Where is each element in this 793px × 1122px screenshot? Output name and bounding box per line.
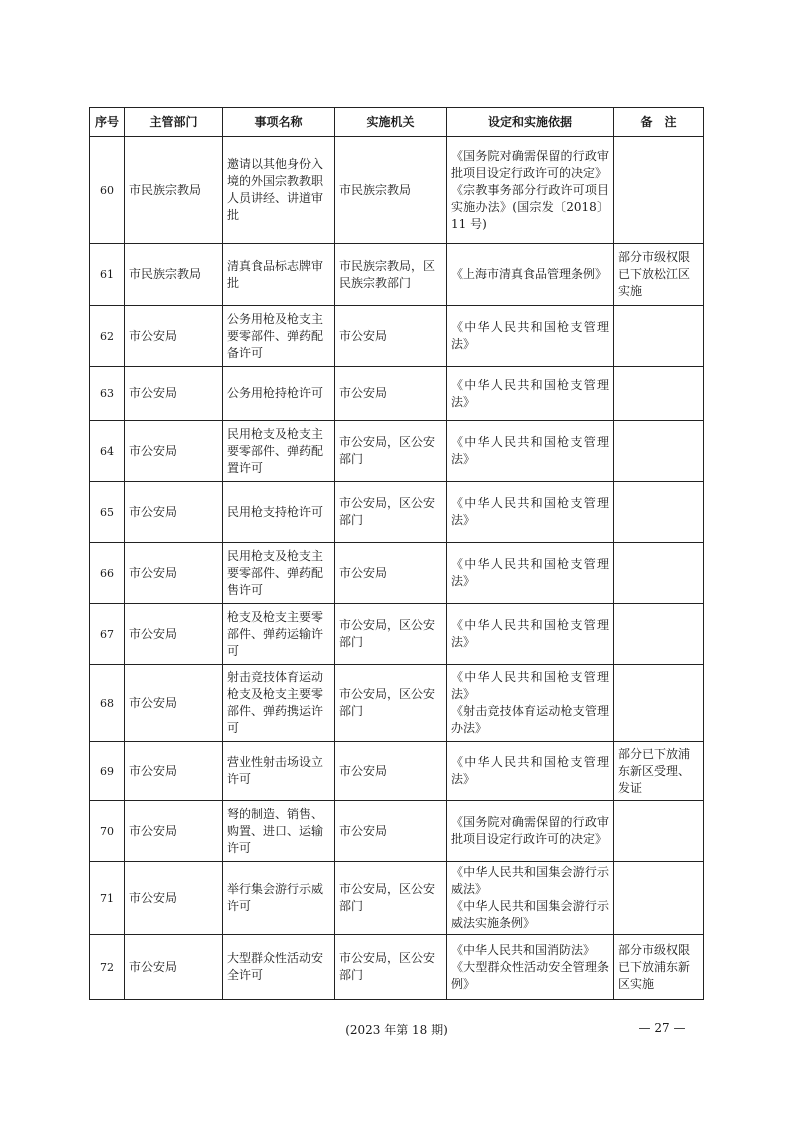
cell-basis: [447, 137, 614, 244]
cell-item: 邀请以其他身份入境的外国宗教教职人员讲经、讲道审批: [223, 137, 335, 244]
cell-note: [614, 421, 704, 482]
cell-note: [614, 482, 704, 543]
cell-item: 弩的制造、销售、购置、进口、运输许可: [223, 801, 335, 862]
cell-dept: 市公安局: [125, 742, 223, 801]
cell-no: 66: [90, 543, 125, 604]
cell-dept: 市公安局: [125, 665, 223, 742]
table-row: [90, 801, 704, 862]
cell-note: [614, 665, 704, 742]
cell-basis: [447, 665, 614, 742]
cell-dept: 市公安局: [125, 367, 223, 421]
cell-org: 市公安局，区公安部门: [335, 862, 447, 935]
cell-note: 部分市级权限已下放浦东新区实施: [614, 935, 704, 1000]
cell-no: 72: [90, 935, 125, 1000]
approval-items-table: [89, 107, 704, 1000]
cell-no: 68: [90, 665, 125, 742]
cell-basis: [447, 306, 614, 367]
cell-basis: [447, 244, 614, 306]
cell-org: 市公安局，区公安部门: [335, 665, 447, 742]
cell-no: 61: [90, 244, 125, 306]
basis-line: 《中华人民共和国枪支管理法》: [451, 755, 609, 786]
cell-org: 市公安局，区公安部门: [335, 935, 447, 1000]
cell-org: 市民族宗教局，区民族宗教部门: [335, 244, 447, 306]
cell-note: [614, 543, 704, 604]
cell-note: [614, 137, 704, 244]
table-row: [90, 482, 704, 543]
cell-dept: 市公安局: [125, 482, 223, 543]
cell-basis: [447, 482, 614, 543]
cell-item: 举行集会游行示威许可: [223, 862, 335, 935]
cell-item: 大型群众性活动安全许可: [223, 935, 335, 1000]
cell-dept: 市民族宗教局: [125, 137, 223, 244]
cell-basis: [447, 801, 614, 862]
header-dept: 主管部门: [125, 108, 223, 137]
table-header: [90, 108, 704, 137]
cell-dept: 市公安局: [125, 862, 223, 935]
basis-line: 《中华人民共和国集会游行示威法》: [451, 865, 609, 896]
basis-line: 《宗教事务部分行政许可项目实施办法》(国宗发〔2018〕11 号): [451, 182, 609, 231]
cell-no: 71: [90, 862, 125, 935]
table-row: [90, 543, 704, 604]
table-row: [90, 137, 704, 244]
cell-basis: [447, 862, 614, 935]
cell-org: 市公安局: [335, 367, 447, 421]
table-row: [90, 244, 704, 306]
cell-note: [614, 367, 704, 421]
cell-note: 部分已下放浦东新区受理、发证: [614, 742, 704, 801]
cell-org: 市公安局: [335, 742, 447, 801]
cell-item: 营业性射击场设立许可: [223, 742, 335, 801]
cell-dept: 市公安局: [125, 306, 223, 367]
table-body: [90, 137, 704, 1000]
cell-no: 70: [90, 801, 125, 862]
cell-basis: [447, 604, 614, 665]
cell-no: 60: [90, 137, 125, 244]
page-number: — 27 —: [638, 1021, 686, 1035]
table-row: [90, 935, 704, 1000]
cell-org: 市公安局，区公安部门: [335, 482, 447, 543]
basis-line: 《国务院对确需保留的行政审批项目设定行政许可的决定》: [451, 815, 609, 846]
header-row: [90, 108, 704, 137]
header-item: 事项名称: [223, 108, 335, 137]
basis-line: 《国务院对确需保留的行政审批项目设定行政许可的决定》: [451, 148, 609, 180]
basis-line: 《中华人民共和国枪支管理法》: [451, 320, 609, 351]
table-row: [90, 306, 704, 367]
table-row: [90, 862, 704, 935]
cell-item: 枪支及枪支主要零部件、弹药运输许可: [223, 604, 335, 665]
cell-dept: 市公安局: [125, 935, 223, 1000]
cell-no: 64: [90, 421, 125, 482]
cell-no: 67: [90, 604, 125, 665]
cell-item: 清真食品标志牌审批: [223, 244, 335, 306]
cell-basis: [447, 543, 614, 604]
cell-basis: [447, 367, 614, 421]
issue-label: (2023 年第 18 期): [345, 1023, 448, 1037]
cell-item: 民用枪支持枪许可: [223, 482, 335, 543]
cell-item: 民用枪支及枪支主要零部件、弹药配置许可: [223, 421, 335, 482]
basis-line: 《射击竞技体育运动枪支管理办法》: [451, 704, 609, 735]
cell-dept: 市公安局: [125, 543, 223, 604]
header-no: 序号: [90, 108, 125, 137]
header-basis: 设定和实施依据: [447, 108, 614, 137]
header-org: 实施机关: [335, 108, 447, 137]
basis-line: 《中华人民共和国消防法》: [451, 942, 596, 957]
basis-line: 《中华人民共和国枪支管理法》: [451, 618, 609, 649]
cell-no: 63: [90, 367, 125, 421]
cell-basis: [447, 742, 614, 801]
header-note: 备 注: [614, 108, 704, 137]
cell-note: 部分市级权限已下放松江区实施: [614, 244, 704, 306]
cell-note: [614, 306, 704, 367]
basis-line: 《中华人民共和国枪支管理法》: [451, 670, 609, 701]
cell-org: 市公安局，区公安部门: [335, 421, 447, 482]
cell-note: [614, 862, 704, 935]
basis-line: 《中华人民共和国枪支管理法》: [451, 496, 609, 527]
table-row: [90, 367, 704, 421]
basis-line: 《中华人民共和国枪支管理法》: [451, 557, 609, 588]
basis-line: 《中华人民共和国枪支管理法》: [451, 377, 609, 409]
cell-org: 市公安局: [335, 306, 447, 367]
cell-dept: 市民族宗教局: [125, 244, 223, 306]
cell-basis: [447, 935, 614, 1000]
table-row: [90, 665, 704, 742]
table-row: [90, 604, 704, 665]
cell-org: 市公安局: [335, 543, 447, 604]
cell-org: 市民族宗教局: [335, 137, 447, 244]
cell-basis: [447, 421, 614, 482]
cell-item: 民用枪支及枪支主要零部件、弹药配售许可: [223, 543, 335, 604]
basis-line: 《中华人民共和国枪支管理法》: [451, 435, 609, 466]
cell-item: 公务用枪持枪许可: [223, 367, 335, 421]
cell-no: 62: [90, 306, 125, 367]
cell-org: 市公安局，区公安部门: [335, 604, 447, 665]
table-row: [90, 421, 704, 482]
basis-line: 《上海市清真食品管理条例》: [451, 267, 608, 281]
cell-dept: 市公安局: [125, 801, 223, 862]
approval-items-table-wrap: [89, 107, 703, 1000]
cell-note: [614, 604, 704, 665]
cell-item: 射击竞技体育运动枪支及枪支主要零部件、弹药携运许可: [223, 665, 335, 742]
cell-no: 65: [90, 482, 125, 543]
cell-note: [614, 801, 704, 862]
table-row: [90, 742, 704, 801]
basis-line: 《大型群众性活动安全管理条例》: [451, 959, 609, 991]
cell-dept: 市公安局: [125, 421, 223, 482]
basis-line: 《中华人民共和国集会游行示威法实施条例》: [451, 899, 609, 930]
cell-no: 69: [90, 742, 125, 801]
cell-item: 公务用枪及枪支主要零部件、弹药配备许可: [223, 306, 335, 367]
cell-org: 市公安局: [335, 801, 447, 862]
cell-dept: 市公安局: [125, 604, 223, 665]
